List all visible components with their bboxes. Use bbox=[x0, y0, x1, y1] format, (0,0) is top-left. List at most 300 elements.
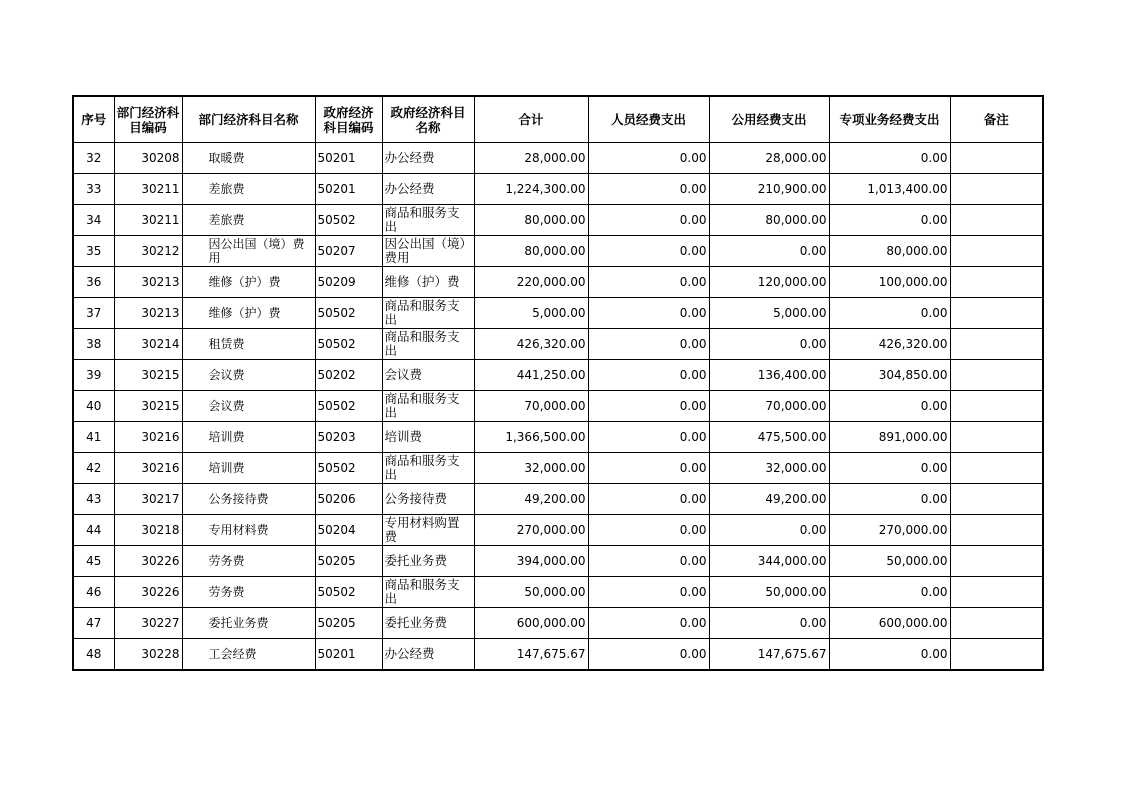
row-seq-text: 35 bbox=[86, 244, 102, 258]
row-personnel-text: 0.00 bbox=[679, 492, 707, 506]
row-dept-name bbox=[182, 143, 315, 174]
row-total-text: 1,366,500.00 bbox=[505, 430, 586, 444]
row-personnel-text: 0.00 bbox=[679, 213, 707, 227]
table-row bbox=[73, 236, 1043, 267]
row-special-text: 304,850.00 bbox=[878, 368, 948, 382]
row-total bbox=[474, 298, 588, 329]
row-notes bbox=[950, 422, 1043, 453]
row-dept-code-text: 30228 bbox=[141, 646, 180, 661]
row-dept-code bbox=[114, 515, 182, 546]
row-seq-text: 46 bbox=[86, 585, 102, 599]
row-public bbox=[709, 546, 829, 577]
row-total-text: 80,000.00 bbox=[524, 244, 586, 258]
row-public bbox=[709, 360, 829, 391]
row-dept-code bbox=[114, 360, 182, 391]
row-gov-code-text: 50204 bbox=[317, 523, 356, 537]
row-personnel-text: 0.00 bbox=[679, 461, 707, 475]
row-dept-name-text: 培训费 bbox=[208, 430, 245, 444]
row-total bbox=[474, 360, 588, 391]
row-seq bbox=[73, 422, 114, 453]
row-total-text: 270,000.00 bbox=[516, 523, 586, 537]
row-public-text: 49,200.00 bbox=[765, 492, 827, 506]
row-special bbox=[829, 577, 950, 608]
row-gov-name bbox=[382, 360, 474, 391]
row-public bbox=[709, 515, 829, 546]
header-gov-code: 政府经济科目编码 bbox=[315, 96, 382, 143]
row-dept-name bbox=[182, 484, 315, 515]
row-public-text: 70,000.00 bbox=[765, 399, 827, 413]
row-special bbox=[829, 515, 950, 546]
row-total-text: 32,000.00 bbox=[524, 461, 586, 475]
row-gov-code bbox=[315, 329, 382, 360]
row-public-text: 147,675.67 bbox=[757, 646, 827, 661]
row-seq-text: 36 bbox=[86, 275, 102, 289]
row-total-text: 600,000.00 bbox=[516, 616, 586, 630]
table-row bbox=[73, 546, 1043, 577]
row-public bbox=[709, 143, 829, 174]
row-seq-text: 33 bbox=[86, 182, 102, 196]
row-seq-text: 48 bbox=[86, 646, 102, 661]
row-total bbox=[474, 391, 588, 422]
row-gov-name bbox=[382, 236, 474, 267]
row-gov-name-text: 商品和服务支出 bbox=[384, 299, 460, 327]
row-seq bbox=[73, 236, 114, 267]
row-personnel bbox=[588, 329, 709, 360]
row-dept-code bbox=[114, 205, 182, 236]
row-gov-code-text: 50502 bbox=[317, 585, 356, 599]
row-dept-name bbox=[182, 608, 315, 639]
row-special bbox=[829, 391, 950, 422]
table-row bbox=[73, 205, 1043, 236]
row-gov-name bbox=[382, 515, 474, 546]
row-public bbox=[709, 391, 829, 422]
row-personnel bbox=[588, 515, 709, 546]
row-seq-text: 34 bbox=[86, 213, 102, 227]
header-personnel: 人员经费支出 bbox=[588, 96, 709, 143]
table-row bbox=[73, 298, 1043, 329]
row-gov-code bbox=[315, 143, 382, 174]
row-personnel bbox=[588, 391, 709, 422]
row-seq bbox=[73, 298, 114, 329]
row-seq bbox=[73, 174, 114, 205]
row-gov-code-text: 50502 bbox=[317, 399, 356, 413]
row-notes bbox=[950, 329, 1043, 360]
row-personnel-text: 0.00 bbox=[679, 368, 707, 382]
row-gov-code-text: 50502 bbox=[317, 213, 356, 227]
row-gov-name bbox=[382, 205, 474, 236]
row-gov-name bbox=[382, 174, 474, 205]
row-dept-code bbox=[114, 608, 182, 639]
row-dept-code bbox=[114, 639, 182, 670]
row-total bbox=[474, 608, 588, 639]
row-gov-name bbox=[382, 267, 474, 298]
row-dept-name-text: 会议费 bbox=[208, 399, 245, 413]
row-personnel-text: 0.00 bbox=[679, 244, 707, 258]
row-gov-code bbox=[315, 422, 382, 453]
row-gov-name-text: 专用材料购置费 bbox=[384, 516, 460, 544]
header-gov-name: 政府经济科目名称 bbox=[382, 96, 474, 143]
row-dept-code-text: 30218 bbox=[141, 523, 180, 537]
row-gov-name bbox=[382, 422, 474, 453]
row-total bbox=[474, 453, 588, 484]
table-row bbox=[73, 267, 1043, 298]
row-dept-name-text: 委托业务费 bbox=[208, 616, 269, 630]
row-seq-text: 45 bbox=[86, 554, 102, 568]
row-special bbox=[829, 298, 950, 329]
row-personnel-text: 0.00 bbox=[679, 306, 707, 320]
row-gov-code bbox=[315, 298, 382, 329]
row-special bbox=[829, 205, 950, 236]
row-special bbox=[829, 236, 950, 267]
row-personnel bbox=[588, 608, 709, 639]
row-seq-text: 32 bbox=[86, 151, 102, 165]
row-dept-code bbox=[114, 453, 182, 484]
row-dept-name bbox=[182, 174, 315, 205]
row-notes bbox=[950, 608, 1043, 639]
row-seq bbox=[73, 484, 114, 515]
row-dept-name-text: 会议费 bbox=[208, 368, 245, 382]
row-public bbox=[709, 422, 829, 453]
row-notes bbox=[950, 515, 1043, 546]
table-row bbox=[73, 143, 1043, 174]
row-special-text: 0.00 bbox=[920, 213, 948, 227]
row-gov-name-text: 公务接待费 bbox=[384, 492, 448, 506]
row-dept-code bbox=[114, 546, 182, 577]
row-special-text: 100,000.00 bbox=[878, 275, 948, 289]
row-gov-code-text: 50203 bbox=[317, 430, 356, 444]
row-gov-code bbox=[315, 484, 382, 515]
row-seq-text: 39 bbox=[86, 368, 102, 382]
row-total-text: 70,000.00 bbox=[524, 399, 586, 413]
row-dept-code bbox=[114, 298, 182, 329]
row-special bbox=[829, 608, 950, 639]
table-row bbox=[73, 608, 1043, 639]
row-personnel bbox=[588, 143, 709, 174]
header-total: 合计 bbox=[474, 96, 588, 143]
row-gov-code-text: 50207 bbox=[317, 244, 356, 258]
row-total bbox=[474, 515, 588, 546]
row-dept-code bbox=[114, 174, 182, 205]
row-total bbox=[474, 422, 588, 453]
table-row bbox=[73, 453, 1043, 484]
row-dept-code-text: 30215 bbox=[141, 399, 180, 413]
row-gov-name-text: 商品和服务支出 bbox=[384, 578, 460, 606]
row-gov-name-text: 办公经费 bbox=[384, 646, 435, 661]
row-special bbox=[829, 546, 950, 577]
row-public bbox=[709, 236, 829, 267]
row-public-text: 32,000.00 bbox=[765, 461, 827, 475]
row-notes bbox=[950, 484, 1043, 515]
table-row bbox=[73, 577, 1043, 608]
row-public-text: 0.00 bbox=[799, 616, 827, 630]
row-public-text: 50,000.00 bbox=[765, 585, 827, 599]
row-public bbox=[709, 639, 829, 670]
row-total-text: 49,200.00 bbox=[524, 492, 586, 506]
row-dept-code bbox=[114, 143, 182, 174]
row-special-text: 80,000.00 bbox=[886, 244, 948, 258]
row-seq-text: 47 bbox=[86, 616, 102, 630]
row-special bbox=[829, 143, 950, 174]
header-special: 专项业务经费支出 bbox=[829, 96, 950, 143]
row-seq-text: 44 bbox=[86, 523, 102, 537]
row-gov-code bbox=[315, 174, 382, 205]
row-personnel-text: 0.00 bbox=[679, 275, 707, 289]
row-gov-code-text: 50205 bbox=[317, 554, 356, 568]
row-gov-name-text: 因公出国（境）费用 bbox=[384, 237, 466, 265]
row-special bbox=[829, 422, 950, 453]
row-total bbox=[474, 546, 588, 577]
row-notes bbox=[950, 143, 1043, 174]
row-personnel-text: 0.00 bbox=[679, 337, 707, 351]
row-dept-code-text: 30213 bbox=[141, 275, 180, 289]
row-gov-name-text: 办公经费 bbox=[384, 182, 435, 196]
row-personnel bbox=[588, 546, 709, 577]
row-public-text: 28,000.00 bbox=[765, 151, 827, 165]
row-dept-code-text: 30213 bbox=[141, 306, 180, 320]
row-total-text: 147,675.67 bbox=[516, 646, 586, 661]
row-notes bbox=[950, 546, 1043, 577]
row-gov-name bbox=[382, 546, 474, 577]
row-personnel bbox=[588, 236, 709, 267]
row-special-text: 0.00 bbox=[920, 399, 948, 413]
row-total-text: 394,000.00 bbox=[516, 554, 586, 568]
row-dept-name bbox=[182, 391, 315, 422]
row-public-text: 80,000.00 bbox=[765, 213, 827, 227]
row-dept-name bbox=[182, 453, 315, 484]
row-dept-code bbox=[114, 391, 182, 422]
row-gov-name-text: 商品和服务支出 bbox=[384, 392, 460, 420]
row-seq bbox=[73, 546, 114, 577]
header-seq: 序号 bbox=[73, 96, 114, 143]
row-gov-code-text: 50201 bbox=[317, 182, 356, 196]
row-total-text: 426,320.00 bbox=[516, 337, 586, 351]
row-gov-name-text: 维修（护）费 bbox=[384, 275, 460, 289]
row-dept-name-text: 差旅费 bbox=[208, 213, 245, 227]
row-gov-code bbox=[315, 577, 382, 608]
row-gov-name bbox=[382, 577, 474, 608]
row-seq bbox=[73, 360, 114, 391]
row-gov-name bbox=[382, 143, 474, 174]
row-seq bbox=[73, 639, 114, 670]
row-dept-code bbox=[114, 329, 182, 360]
row-gov-code-text: 50201 bbox=[317, 151, 356, 165]
row-gov-name bbox=[382, 329, 474, 360]
row-special bbox=[829, 174, 950, 205]
row-public-text: 0.00 bbox=[799, 337, 827, 351]
row-dept-name bbox=[182, 298, 315, 329]
row-dept-name bbox=[182, 577, 315, 608]
table-row bbox=[73, 422, 1043, 453]
row-special-text: 0.00 bbox=[920, 585, 948, 599]
row-gov-code bbox=[315, 360, 382, 391]
row-public bbox=[709, 329, 829, 360]
row-dept-code-text: 30226 bbox=[141, 554, 180, 568]
row-dept-name-text: 培训费 bbox=[208, 461, 245, 475]
row-gov-name-text: 办公经费 bbox=[384, 151, 435, 165]
row-public bbox=[709, 484, 829, 515]
row-public bbox=[709, 577, 829, 608]
row-notes bbox=[950, 205, 1043, 236]
row-dept-code bbox=[114, 484, 182, 515]
row-total bbox=[474, 329, 588, 360]
row-dept-name bbox=[182, 515, 315, 546]
row-dept-code-text: 30226 bbox=[141, 585, 180, 599]
row-dept-name bbox=[182, 236, 315, 267]
row-gov-name bbox=[382, 484, 474, 515]
row-gov-code bbox=[315, 205, 382, 236]
row-dept-name-text: 取暖费 bbox=[208, 151, 245, 165]
row-special bbox=[829, 453, 950, 484]
row-special bbox=[829, 360, 950, 391]
row-gov-name-text: 商品和服务支出 bbox=[384, 454, 460, 482]
row-notes bbox=[950, 267, 1043, 298]
row-total-text: 441,250.00 bbox=[516, 368, 586, 382]
row-gov-name-text: 委托业务费 bbox=[384, 554, 448, 568]
header-public: 公用经费支出 bbox=[709, 96, 829, 143]
row-public bbox=[709, 267, 829, 298]
row-special bbox=[829, 639, 950, 670]
row-personnel bbox=[588, 298, 709, 329]
row-dept-code-text: 30208 bbox=[141, 151, 180, 165]
header-dept-name: 部门经济科目名称 bbox=[182, 96, 315, 143]
row-total-text: 1,224,300.00 bbox=[505, 182, 586, 196]
row-dept-name bbox=[182, 422, 315, 453]
row-gov-code-text: 50502 bbox=[317, 337, 356, 351]
row-dept-name-text: 租赁费 bbox=[208, 337, 245, 351]
header-dept-code: 部门经济科目编码 bbox=[114, 96, 182, 143]
row-gov-code-text: 50502 bbox=[317, 461, 356, 475]
row-gov-name-text: 会议费 bbox=[384, 368, 423, 382]
row-dept-name bbox=[182, 360, 315, 391]
row-total bbox=[474, 639, 588, 670]
row-personnel-text: 0.00 bbox=[679, 430, 707, 444]
row-seq-text: 40 bbox=[86, 399, 102, 413]
row-dept-code-text: 30215 bbox=[141, 368, 180, 382]
row-special-text: 600,000.00 bbox=[878, 616, 948, 630]
row-special-text: 891,000.00 bbox=[878, 430, 948, 444]
row-seq bbox=[73, 329, 114, 360]
row-personnel bbox=[588, 205, 709, 236]
row-gov-name bbox=[382, 608, 474, 639]
table-body bbox=[73, 143, 1043, 670]
row-dept-name bbox=[182, 546, 315, 577]
row-special-text: 0.00 bbox=[920, 492, 948, 506]
row-personnel-text: 0.00 bbox=[679, 585, 707, 599]
row-total bbox=[474, 143, 588, 174]
row-seq-text: 37 bbox=[86, 306, 102, 320]
row-special-text: 426,320.00 bbox=[878, 337, 948, 351]
row-special-text: 0.00 bbox=[920, 151, 948, 165]
row-dept-name-text: 专用材料费 bbox=[208, 523, 269, 537]
row-public bbox=[709, 174, 829, 205]
row-personnel bbox=[588, 484, 709, 515]
row-gov-name bbox=[382, 391, 474, 422]
row-public bbox=[709, 298, 829, 329]
row-total bbox=[474, 484, 588, 515]
row-gov-name bbox=[382, 639, 474, 670]
row-gov-code-text: 50202 bbox=[317, 368, 356, 382]
row-gov-name bbox=[382, 453, 474, 484]
row-dept-name bbox=[182, 329, 315, 360]
row-gov-code-text: 50502 bbox=[317, 306, 356, 320]
row-special-text: 270,000.00 bbox=[878, 523, 948, 537]
row-seq bbox=[73, 205, 114, 236]
row-dept-code-text: 30214 bbox=[141, 337, 180, 351]
row-dept-name-text: 劳务费 bbox=[208, 554, 245, 568]
row-dept-code bbox=[114, 236, 182, 267]
row-gov-code bbox=[315, 267, 382, 298]
row-special-text: 0.00 bbox=[920, 306, 948, 320]
row-total bbox=[474, 174, 588, 205]
header-row bbox=[73, 96, 1043, 143]
row-dept-name bbox=[182, 267, 315, 298]
row-seq bbox=[73, 391, 114, 422]
row-dept-name-text: 劳务费 bbox=[208, 585, 245, 599]
row-gov-code-text: 50206 bbox=[317, 492, 356, 506]
row-personnel bbox=[588, 360, 709, 391]
row-public-text: 0.00 bbox=[799, 523, 827, 537]
row-dept-name-text: 因公出国（境）费用 bbox=[208, 237, 305, 265]
row-public bbox=[709, 608, 829, 639]
expenditure-table bbox=[72, 95, 1044, 671]
row-notes bbox=[950, 360, 1043, 391]
row-public bbox=[709, 453, 829, 484]
row-gov-code bbox=[315, 391, 382, 422]
row-public-text: 136,400.00 bbox=[757, 368, 827, 382]
row-total-text: 50,000.00 bbox=[524, 585, 586, 599]
row-dept-name-text: 差旅费 bbox=[208, 182, 245, 196]
row-dept-code-text: 30211 bbox=[141, 182, 180, 196]
row-personnel bbox=[588, 174, 709, 205]
row-total bbox=[474, 236, 588, 267]
header-notes: 备注 bbox=[950, 96, 1043, 143]
row-special bbox=[829, 484, 950, 515]
row-special-text: 0.00 bbox=[920, 461, 948, 475]
row-total-text: 28,000.00 bbox=[524, 151, 586, 165]
row-gov-name-text: 商品和服务支出 bbox=[384, 206, 460, 234]
row-seq bbox=[73, 608, 114, 639]
row-dept-code-text: 30211 bbox=[141, 213, 180, 227]
row-gov-code bbox=[315, 639, 382, 670]
row-dept-code-text: 30212 bbox=[141, 244, 180, 258]
row-notes bbox=[950, 391, 1043, 422]
row-public-text: 475,500.00 bbox=[757, 430, 827, 444]
row-gov-code-text: 50201 bbox=[317, 646, 356, 661]
row-personnel-text: 0.00 bbox=[679, 523, 707, 537]
row-seq bbox=[73, 515, 114, 546]
row-dept-code-text: 30216 bbox=[141, 430, 180, 444]
row-notes bbox=[950, 453, 1043, 484]
table-row bbox=[73, 360, 1043, 391]
row-public-text: 344,000.00 bbox=[757, 554, 827, 568]
row-public-text: 120,000.00 bbox=[757, 275, 827, 289]
row-gov-code bbox=[315, 608, 382, 639]
row-personnel bbox=[588, 577, 709, 608]
table-row bbox=[73, 515, 1043, 546]
row-public-text: 0.00 bbox=[799, 244, 827, 258]
row-seq bbox=[73, 577, 114, 608]
row-personnel bbox=[588, 639, 709, 670]
row-gov-code bbox=[315, 515, 382, 546]
row-dept-name bbox=[182, 205, 315, 236]
row-special-text: 0.00 bbox=[920, 646, 948, 661]
row-dept-name-text: 维修（护）费 bbox=[208, 275, 281, 289]
row-seq bbox=[73, 143, 114, 174]
row-total bbox=[474, 577, 588, 608]
row-dept-code bbox=[114, 422, 182, 453]
row-gov-code-text: 50205 bbox=[317, 616, 356, 630]
row-notes bbox=[950, 236, 1043, 267]
